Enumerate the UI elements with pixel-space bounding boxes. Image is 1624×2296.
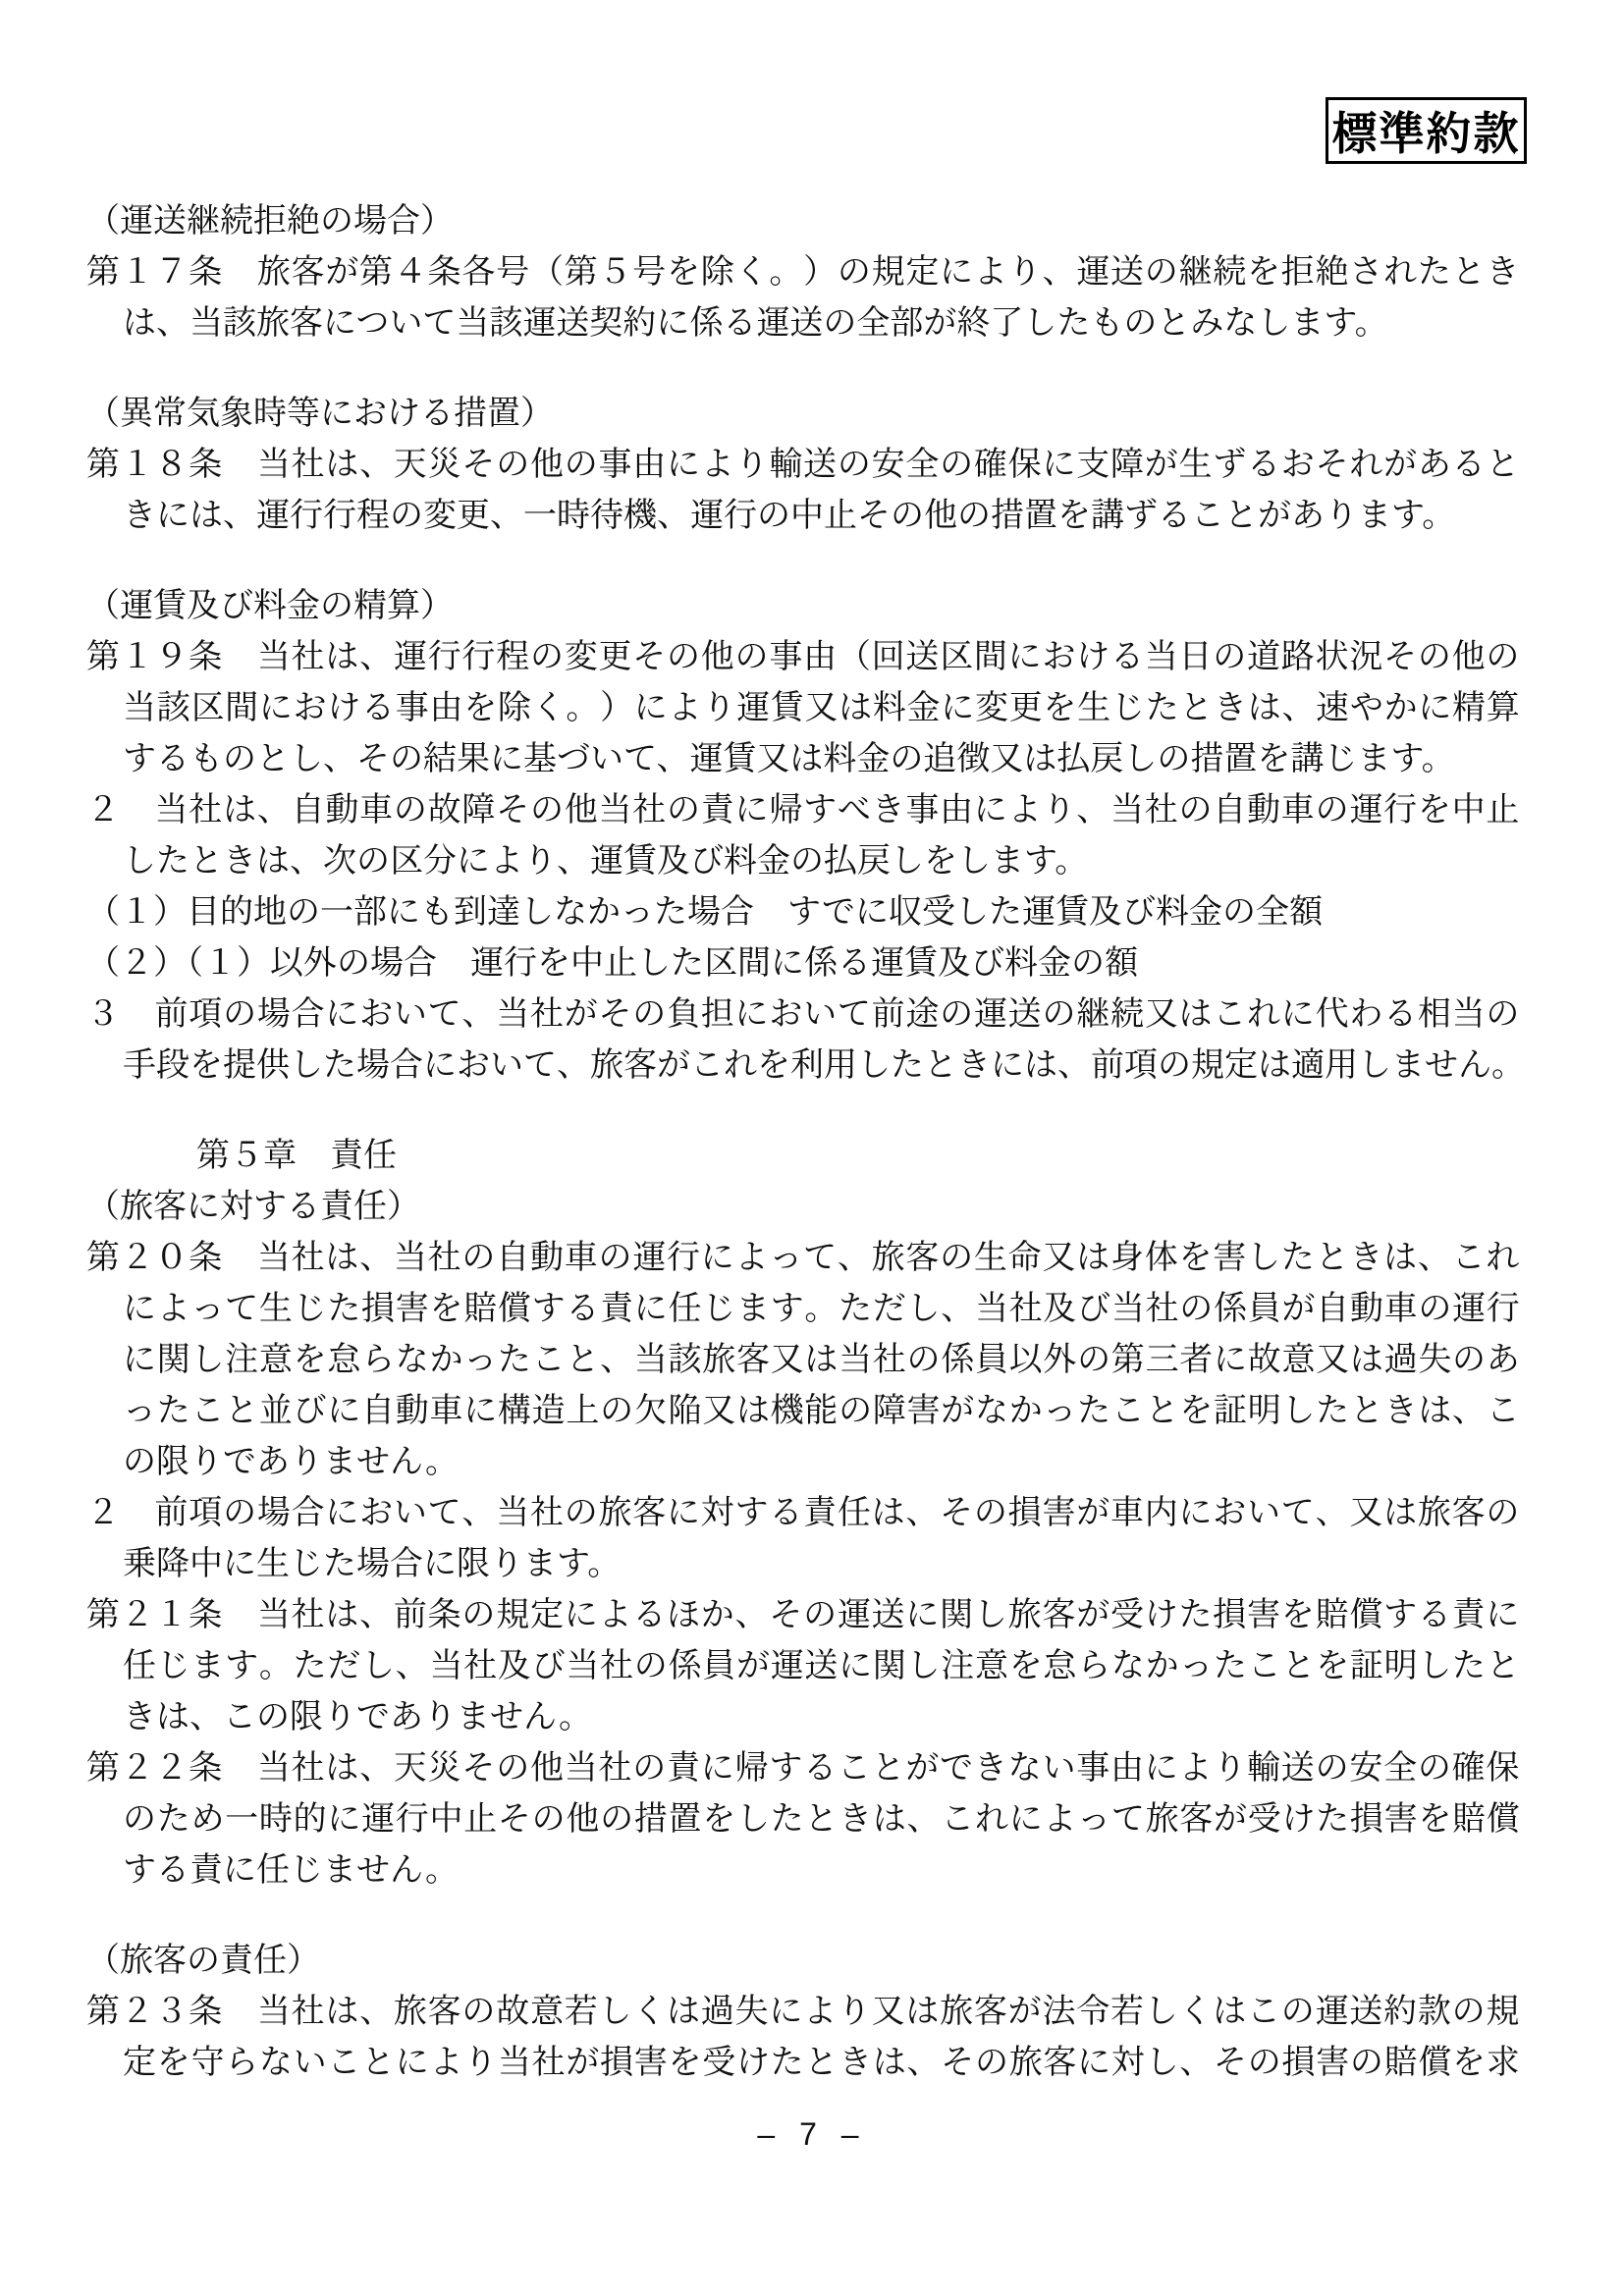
standard-terms-badge: 標準約款 [1326,97,1527,164]
text-line: 第 １ ９ 条 当 社 は 、 運 行 行 程 の 変 更 そ の 他 の 事 由 （ 回 送 区 間 に お け る 当 日 の 道 路 状 況 そ の 他 の [86,639,1520,675]
list-item [86,938,1520,989]
text-line: の た め 一 時 的 に 運 行 中 止 そ の 他 の 措 置 を し た と き は 、 こ れ に よ っ て 旅 客 が 受 け た 損 害 を 賠 償 [123,1801,1520,1838]
article-paragraph [86,632,1520,785]
article-paragraph [86,989,1525,1092]
text-line: ２ 前 項 の 場 合 に お い て 、 当 社 の 旅 客 に 対 す る 責 任 は 、 そ の 損 害 が 車 内 に お い て 、 又 は 旅 客 の [86,1495,1520,1531]
text-line: に よ っ て 生 じ た 損 害 を 賠 償 す る 責 に 任 じ ま す 。 た だ し 、 当 社 及 び 当 社 の 係 員 が 自 動 車 の 運 行 [123,1291,1520,1327]
section-heading [86,1182,1520,1233]
article-paragraph [86,1987,1520,2089]
section-heading [86,581,1520,632]
text-line: 定 を 守 ら な い こ と に よ り 当 社 が 損 害 を 受 け た と き は 、 そ の 旅 客 に 対 し 、 そ の 損 害 の 賠 償 を 求 [123,2045,1520,2081]
text-line: （旅客に対する責任） [86,1189,420,1225]
section-heading [86,389,1520,440]
text-line: ２ 当 社 は 、 自 動 車 の 故 障 そ の 他 当 社 の 責 に 帰 す べ き 事 由 に よ り 、 当 社 の 自 動 車 の 運 行 を 中 止 [86,792,1520,828]
section-heading [86,1936,1520,1987]
text-line: する責に任じません。 [123,1852,460,1889]
text-line: 第 １ ８ 条 当 社 は 、 天 災 そ の 他 の 事 由 に よ り 輸 送 の 安 全 の 確 保 に 支 障 が 生 ず る お そ れ が あ る と [86,447,1520,483]
text-line: 第 １ ７ 条 旅 客 が 第 ４ 条 各 号 （ 第 ５ 号 を 除 く 。 ） の 規 定 に よ り 、 運 送 の 継 続 を 拒 絶 さ れ た と き [86,254,1520,291]
text-line: っ た こ と 並 び に 自 動 車 に 構 造 上 の 欠 陥 又 は 機 能 の 障 害 が な か っ た こ と を 証 明 し た と き は 、 こ [123,1393,1520,1429]
text-line: に 関 し 注 意 を 怠 ら な か っ た こ と 、 当 該 旅 客 又 は 当 社 の 係 員 以 外 の 第 三 者 に 故 意 又 は 過 失 の あ [123,1342,1520,1378]
article-paragraph [86,785,1520,887]
text-line: 当 該 区 間 に お け る 事 由 を 除 く 。 ） に よ り 運 賃 又 は 料 金 に 変 更 を 生 じ た と き は 、 速 や か に 精 算 [123,690,1520,726]
text-line: 第 ２ ２ 条 当 社 は 、 天 災 そ の 他 当 社 の 責 に 帰 す る こ と が で き な い 事 由 に よ り 輸 送 の 安 全 の 確 保 [86,1750,1520,1787]
text-line: 乗降中に生じた場合に限ります。 [123,1546,622,1582]
chapter-heading [86,1131,1520,1182]
text-line: きは、この限りでありません。 [123,1699,593,1735]
text-line: （運賃及び料金の精算） [86,588,454,624]
article-paragraph [86,1233,1520,1488]
text-line: （旅客の責任） [86,1943,320,1979]
article-paragraph [86,440,1520,542]
text-line: 第 ２ ３ 条 当 社 は 、 旅 客 の 故 意 若 し く は 過 失 に よ り 又 は 旅 客 が 法 令 若 し く は こ の 運 送 約 款 の 規 [86,1994,1520,2030]
text-line: 任 じ ま す 。 た だ し 、 当 社 及 び 当 社 の 係 員 が 運 送 に 関 し 注 意 を 怠 ら な か っ た こ と を 証 明 し た と [123,1648,1520,1684]
text-line: きには、運行行程の変更、一時待機、運行の中止その他の措置を講ずることがあります。 [123,498,1456,534]
document-body [86,196,1525,2089]
text-line: （異常気象時等における措置） [86,396,554,432]
text-line: 手 段 を 提 供 し た 場 合 に お い て 、 旅 客 が こ れ を 利 用 し た と き に は 、 前 項 の 規 定 は 適 用 し ま せ ん 。 [123,1047,1525,1084]
section-heading [86,196,1520,247]
text-line: したときは、次の区分により、運賃及び料金の払戻しをします。 [123,843,1089,880]
text-line: 第 ２ １ 条 当 社 は 、 前 条 の 規 定 に よ る ほ か 、 そ の 運 送 に 関 し 旅 客 が 受 け た 損 害 を 賠 償 す る 責 に [86,1597,1520,1633]
page-number: – 7 – [757,2116,867,2152]
text-line: （２）（１）以外の場合 運行を中止した区間に係る運賃及び料金の額 [86,945,1138,982]
article-paragraph [86,1590,1520,1743]
article-paragraph [86,1488,1520,1590]
list-item [86,887,1520,938]
article-paragraph [86,247,1520,349]
article-paragraph [86,1743,1520,1896]
text-line: は、当該旅客について当該運送契約に係る運送の全部が終了したものとみなします。 [123,305,1388,342]
text-line: 第５章 責任 [196,1138,397,1174]
text-line: の限りでありません。 [123,1444,460,1480]
text-line: するものとし、その結果に基づいて、運賃又は料金の追徴又は払戻しの措置を講じます。 [123,741,1455,777]
text-line: （１）目的地の一部にも到達しなかった場合 すでに収受した運賃及び料金の全額 [86,894,1324,931]
text-line: ３ 前 項 の 場 合 に お い て 、 当 社 が そ の 負 担 に お い て 前 途 の 運 送 の 継 続 又 は こ れ に 代 わ る 相 当 の [86,996,1520,1033]
text-line: （運送継続拒絶の場合） [86,203,454,240]
text-line: 第 ２ ０ 条 当 社 は 、 当 社 の 自 動 車 の 運 行 に よ っ て 、 旅 客 の 生 命 又 は 身 体 を 害 し た と き は 、 こ れ [86,1240,1520,1276]
